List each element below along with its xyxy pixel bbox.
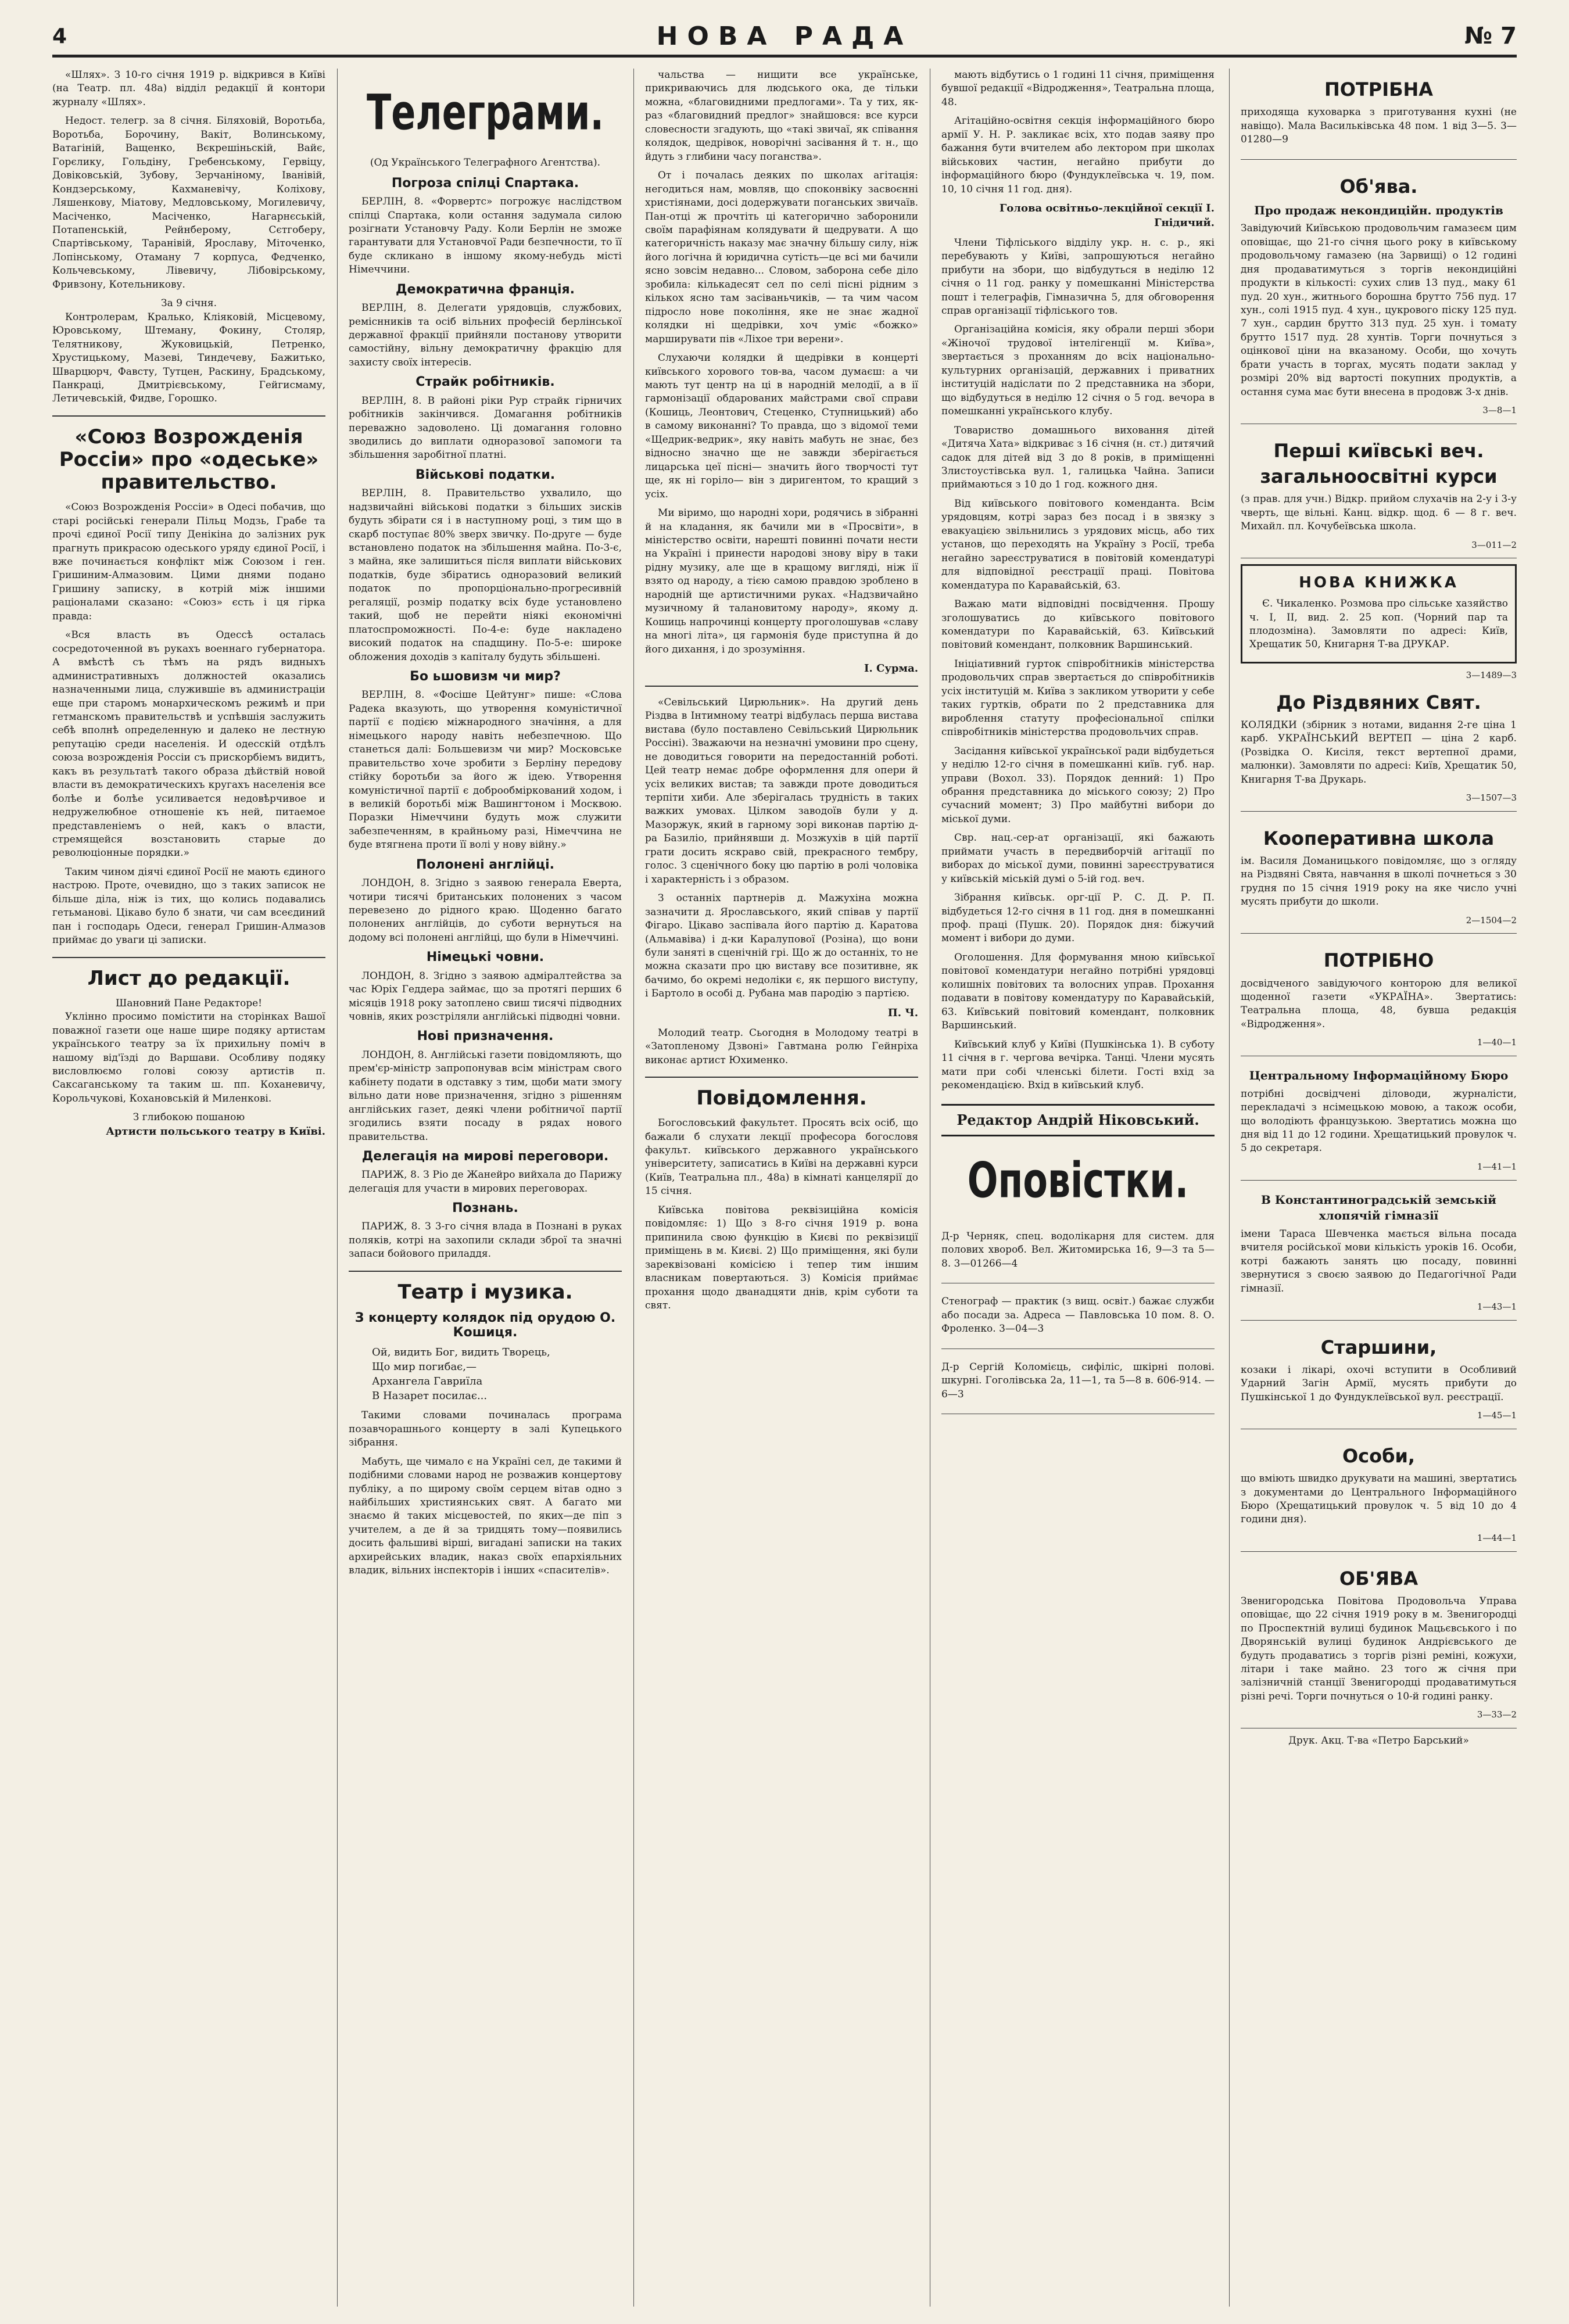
- article-paragraph: Такими словами починалась програма позавчорашнього концерту в залі Купецького зібрання.: [349, 1410, 622, 1449]
- ad-text: КОЛЯДКИ (збірник з нотами, видання 2-ге ціна 1 карб. УКРАЇНСЬКИЙ ВЕРТЕП — ціна 2 карб. (Розвідка О. Кисіля, текст вертепної драми, малюнки). Замовляти по адресі: Київ, Хрещатик 50, Книгарня Т-ва Друкарь.: [1241, 719, 1517, 786]
- article-paragraph: чальства — нищити все українське, прикриваючись для людського ока, де тільки можна, «благовидними предлогами». Та у тих, як-раз «благовидний предлог» знайшовся: все курси словесности згадують, що «такі звичаї, як співання колядок, щедрівок, новорічні засівання й т. н., що йдуть з глибини часу поганства».: [645, 69, 918, 163]
- ad-heading: В Константиноградській земській хлопячій гімназії: [1260, 1192, 1497, 1223]
- article-signature: І. Сурма.: [864, 662, 918, 675]
- column-2: [349, 69, 622, 2307]
- ad-text: Звенигородська Повітова Продовольча Управа оповіщає, що 22 січня 1919 року в м. Звенигородці по Проспектній вулиці будинок Мацьєвського і по Дворянській вулиці будинок Андрієвського де будуть продаватись з торгів різні реміні, кожухи, літари і таке майно. 23 того ж січня при залізничній станції Звенигородці продаватимуться різні речі. Торги почнуться о 10-й годині ранку.: [1241, 1595, 1517, 1702]
- divider: [52, 415, 325, 417]
- column-separator: [633, 69, 634, 2307]
- telegram-heading: Полонені англійці.: [415, 857, 555, 872]
- notice-shliakh: «Шлях». З 10-го січня 1919 р. відкрився в Київі (на Театр. пл. 48а) відділ редакції й контори журналу «Шлях».: [52, 69, 325, 108]
- announcement: Зібрання київськ. орг-ції Р. С. Д. Р. П. відбудеться 12-го січня в 11 год. дня в помешканні проф. праці (Пушк. 20). Порядок дня: біжучий момент і вибори до думи.: [941, 892, 1215, 945]
- letter-heading: Лист до редакції.: [87, 966, 291, 990]
- issue-number: № 7: [1464, 23, 1517, 49]
- announcement: Київська повітова реквізиційна комісія повідомляє: 1) Що з 8-го січня 1919 р. вона припинила свою функцію в Києві по реквізиції приміщень в м. Києві. 2) Що приміщення, які були зареквізовані комісією і тепер тим іншим власникам повертаються. 3) Комісія приймає прохання щодо дванадцяти днів, крім суботи та свят.: [645, 1204, 918, 1311]
- letter-body: Уклінно просимо помістити на сторінках Вашої поважної газети оце наше щире подяку артистам українського театру за їх прихильну поміч в нашому від'їзді до Варшави. Особливу подяку висловлюємо голові союзу артистів п. Саксаганському та таким ш. пп. Коханевичу, Корольчукові, Кохановській й Миленкові.: [52, 1011, 325, 1104]
- telegram-text: ВЕРЛІН, 8. В районі ріки Рур страйк гірничих робітників закінчився. Домагання робітників переважно задоволено. Ці домагання головно зводились до виплати одноразової запомоги та збільшення заробітної платні.: [349, 394, 622, 461]
- announcement: Ініціативний гурток співробітників міністерства продовольчих справ звертається до співробітників усіх інституцій м. Київа з закликом утворити у себе таких гуртків, обрати по 2 представника для вироблення статуту професіональної спілки співробітників міністерства продовольчих справ.: [941, 658, 1215, 738]
- ad-heading: До Різдвяних Свят.: [1276, 691, 1481, 713]
- column-5: [1241, 69, 1517, 2307]
- editor-line: Редактор Андрій Ніковський.: [941, 1104, 1215, 1136]
- telegram-heading: Військові податки.: [415, 467, 556, 482]
- ad-heading: Перші київські веч. загальноосвітні курси: [1260, 439, 1498, 487]
- ad-code: 1—41—1: [1477, 1161, 1517, 1172]
- ad-code: 1—44—1: [1477, 1532, 1517, 1543]
- ad-manager-wanted: [1241, 939, 1517, 1056]
- notice-telegrams-9-head: За 9 січня.: [160, 297, 217, 310]
- telegram-text: ЛОНДОН, 8. Англійські газети повідомляють, що прем'єр-міністр запропонував всім міністрам свого кабінету подати в одставку з тим, щоби мати змогу вільно дати нове призначення, згідно з рішенням англійських газет, деякі члени робітничої партії згодились взяти посаду в рядах нового правительства.: [349, 1049, 622, 1143]
- notice-telegrams-8: Недост. телегр. за 8 січня. Біляховій, Воротьба, Воротьба, Борочину, Вакіт, Волинському, Ватагіній, Ващенко, Вєкрешіньскій, Вайє, Горєлику, Гольдіну, Гребенському, Гервіцу, Довіковській, Зубову, Зерчаніному, Іванівій, Кондзерському, Кахманевічу, Коліхову, Ляшенкову, Міатову, Медловському, Могилевичу, Масіченко, Масіченко, Нагарнєській, Потапенській, Рейнберому, Сєтгоберу, Спартівському, Таранівій, Ярославу, Міточенко, Лопінському, Отаману 7 корпуса, Федченко, Кольчевському, Лівевичу, Лібовірському, Фривзону, Котельникову.: [52, 115, 325, 290]
- article-paragraph: З останніх партнерів д. Мажухіна можна зазначити д. Ярославського, який співав у партії Фігаро. Цікаво заспівала його партію д. Каратова (Альмавіва) і д-ки Каралупової (Розіна), що вони були заняті в сценічній грі. Що ж до останніх, то не можна сказати про цю виставу все позитивне, як бачимо, бо окремі недоліки є, як першого виступу, і Бартоло в особі д. Рубана мав пародію з партією.: [645, 892, 918, 1000]
- announcement: Організаційна комісія, яку обрали перші збори «Жіночої трудової інтелігенції м. Київа», звертається з проханням до всіх національно-культурних організацій, державних і приватних інституцій надіслати по 2 представника на збори, що відбудуться в неділю 12 січня о 5 год. вечора в помешканні українського клубу.: [941, 324, 1215, 418]
- telegram-text: ЛОНДОН, 8. Згідно з заявою генерала Еверта, чотири тисячі британських полонених з часом перевезено до рідного краю. Щоденно багато полонених англійців, до суботи вернуться на додому всі полонені англійці, що були в Німеччині.: [349, 877, 622, 944]
- divider: [349, 1271, 622, 1272]
- announcement: Важаю мати відповідні посвідчення. Прошу зголошуватись до київського повітового комендатури по Каравайській, 63. Київський повітовий комендант, полковник Варшинський.: [941, 598, 1215, 651]
- letter-greeting: Шановний Пане Редакторе!: [116, 997, 262, 1009]
- ad-info-bureau: [1241, 1062, 1517, 1181]
- verse-line: Що мир погибає,—: [372, 1360, 477, 1373]
- ad-subheading: Про продаж некондиційн. продуктів: [1254, 203, 1503, 217]
- ad-heading: Особи,: [1342, 1444, 1416, 1467]
- ad-code: 3—1507—3: [1466, 792, 1517, 803]
- announcements-heading: Повідомлення.: [696, 1086, 867, 1110]
- divider: [645, 686, 918, 687]
- ad-text: (з прав. для учн.) Відкр. прийом слухачів на 2-у і 3-у чверть, ще вільні. Канц. відкр. щод. 6 — 8 г. веч. Михайл. пл. Кочубеївська школа.: [1241, 493, 1517, 533]
- ad-code: 1—43—1: [1477, 1301, 1517, 1312]
- ad-doctor: [941, 1224, 1215, 1283]
- article-paragraph: Таким чином діячі єдиної Росії не мають єдиного настрою. Проте, очевидно, що з таких записок не більше діла, ніж із тих, що колись подавались гетьманові. Цікаво було б знати, чи сам всеєдиний пан і господарь Одеси, генерал Гришин-Алмазов приймає до уваги ці записки.: [52, 866, 325, 946]
- page-number: 4: [52, 24, 67, 48]
- ad-code: 1—45—1: [1477, 1410, 1517, 1421]
- letter-signature: Артисти польського театру в Київі.: [106, 1125, 325, 1138]
- ad-code: 3—8—1: [1482, 405, 1517, 416]
- column-separator: [1229, 69, 1230, 2307]
- column-1: [52, 69, 325, 2307]
- ad-gymnasium: [1241, 1186, 1517, 1321]
- article-heading-soyuz: «Союз Возрожденія Россіи» про «одеське» правительство.: [59, 425, 319, 494]
- column-separator: [337, 69, 338, 2307]
- telegram-text: ВЕРЛІН, 8. Делегати урядовців, службових, реміснників та осіб вільних професій берлінської державної фракції прийняли постанову утворити самостійну, вільну демократичну фракцію для захисту своїх інтересів.: [349, 302, 622, 368]
- ad-officers: [1241, 1326, 1517, 1429]
- ad-text: приходяща куховарка з приготування кухні (не навіщо). Мала Васильківська 48 пом. 1 від 3—5. 3—01280—9: [1241, 106, 1517, 146]
- verse-line: В Назарет посилає...: [372, 1390, 488, 1403]
- ad-heading: НОВА КНИЖКА: [1299, 574, 1459, 592]
- announcement: Свр. нац.-сер-ат організації, які бажають приймати участь в передвиборчій агітації по виборах до міської думи, повинні зареєструватися у київській міській думі о 5-ій год. веч.: [941, 832, 1215, 885]
- divider: [645, 1077, 918, 1078]
- article-paragraph: «Вся власть въ Одессѣ осталась сосредоточенной въ рукахъ военнаго губернатора. А вмѣстѣ съ тѣмъ на рядъ видныхъ административныхъ должностей оказались назначенными лица, служившіе въ администраціи еще при старомъ монархическомъ режимѣ и при гетманскомъ правительствѣ и успѣвшія заслужить себѣ вполнѣ определенную и далеко не лестную репутацію среди населенія. И одесскій отдѣлъ союза возрожденія Россіи съ прискорбіемъ видитъ, какъ въ результатѣ такого образа дѣйствій новой власти въ демократическихъ кругахъ населенія все болѣе и болѣе усиливается недовѣрчивое и недружелюбное отношеніе къ ней, питаемое представленіемъ о ней, какъ о власти, стремящейся возстановить старые до революціонные порядки.»: [52, 629, 325, 859]
- ad-heading: ПОТРІБНА: [1324, 78, 1434, 101]
- ad-code: 3—33—2: [1477, 1709, 1517, 1720]
- ad-text: Д-р Сергій Коломієць, сифіліс, шкірні полові. шкурні. Гоголівська 2а, 11—1, та 5—8 в. 606-914. — 6—3: [941, 1361, 1215, 1400]
- telegram-text: ЛОНДОН, 8. Згідно з заявою адміралтейства за час Юріх Геддера займає, що за протягі перших 6 місяців 1918 року затоплено свиш тисячі підводних човнів, яких розстріляли англійські підводні човни.: [349, 970, 622, 1023]
- announcement: Від київського повітового коменданта. Всім урядовцям, котрі зараз без посад і в звязку з евакуацією звільнились з урядових місць, або тих установ, що переходять на Україну з Росії, треба негайно зареєструватися в повітовій комендатурі для відповідної реєстрації праці. Повітова комендатура по Каравайській, 63.: [941, 497, 1215, 591]
- announcement: Члени Тіфліського відділу укр. н. с. р., які перебувають у Київі, запрошуються негайно прибути на збори, що відбудуться в неділю 12 січня о 11 год. ранку у помешканні Міністерства пошт і телеграфів, Гімназична 5, для обговорення справ організації тіфліського тов.: [941, 236, 1215, 317]
- announcement: Товариство домашнього виховання дітей «Дитяча Хата» відкриває з 16 січня (н. ст.) дитячий садок для дітей від 3 до 8 років, в приміщенні Злистоустівська вул. 1, галицька Чайна. Записи приймаються з 10 до 1 год. кожного дня.: [941, 424, 1215, 491]
- ad-text: імени Тараса Шевченка мається вільна посада вчителя російської мови кількість уроків 16. Особи, котрі бажають занять цю посаду, повинні звернутися з своєю заявою до Педагогічної Ради гімназії.: [1241, 1228, 1517, 1294]
- notice-telegrams-9: Контролерам, Кралько, Кліяковій, Місцевому, Юровському, Штеману, Фокину, Столяр, Телятникову, Жуковицькій, Петренко, Хрустицькому, Мазеві, Тиндечеву, Бажитько, Шварцюрч, Фавсту, Тутцен, Раскину, Брадському, Панкраці, Дмитрієвському, Гейгисмаму, Летичевській, Фидве, Горошко.: [52, 311, 325, 405]
- ad-doctor-kolomiets: [941, 1355, 1215, 1414]
- telegram-heading: Страйк робітників.: [415, 375, 555, 390]
- ad-heading: Старшини,: [1320, 1336, 1437, 1358]
- ad-heading: Об'ява.: [1339, 175, 1418, 198]
- ad-stenographer: [941, 1289, 1215, 1349]
- ad-sale-products: [1241, 166, 1517, 424]
- telegram-text: ВЕРЛІН, 8. «Фосіше Цейтунг» пише: «Слова Радека вказують, що утворення комуністичної партії є подією міжнародного значіння, а для німецького народу навіть небезпечною. Що станеться далі: Большевизм чи мир? Московське правительство хоче зробити з Берліну передову стійку боротьби за його ж ідею. Утворення комуністичної партії є доброобміркований ходом, і в великій боротьбі між Вашингтоном і Москвою. Поразки Німеччини будуть мож служити забезпеченням, в крайньому разі, Німеччина не буде втягнена проти її волі у нову війну.»: [349, 689, 622, 851]
- announcement: Агітаційно-освітня секція інформаційного бюро армії У. Н. Р. закликає всіх, хто подав заяву про бажання бути вчителем або лектором при школах військових частин, негайно прибути до інформаційного бюро (Фундуклеївська ч. 19, пом. 10, 10 січня 11 год. дня).: [941, 115, 1215, 195]
- telegram-text: ВЕРЛІН, 8. Правительство ухвалило, що надзвичайні військові податки з більших зисків будуть збірати ся і в наступному році, з тим що в скарб поступає 80% зверх звичку. По-друге — буде встановлено податок на збільшення майна. По-3-є, з майна, яке залишиться після виплати військових податків, буде збіратись одноразовий великий податок по пропорціонально-прогресивній регаляції, розмір податку всіх буде установлено такий, щоб не перейти ніякі економічні платоспроможності. По-4-е: буде накладено високий податок на спадщину. По-5-е: широке обложения доходів з капіталу будуть збільшені.: [349, 487, 622, 663]
- telegram-heading: Німецькі човни.: [426, 950, 545, 965]
- ad-heading: Кооперативна школа: [1263, 827, 1495, 849]
- ad-text: потрібні досвідчені діловоди, журналісти, перекладачі з нсімецькою мовою, а також особи, що володіють французькою. Звертатись можна що дня від 11 до 12 години. Хрещатицький провулок ч. 5 до секретаря.: [1241, 1088, 1517, 1154]
- article-paragraph: Мабуть, ще чимало є на Україні сел, де такими й подібними словами народ не розважив концертову публіку, а по щирому своїм серцем вітав одно з найбільших християнських свят. А багато ми знаємо й таких місцевостей, по яких—де піп з учителем, а де й за тридцять тому—появились досить фальшиві вірші, вигадані записки на таких архирейських владик, наказ своїх епархіяльних владик, вільних інспекторів і інших «спасителів».: [349, 1455, 622, 1577]
- ad-new-book: [1241, 564, 1517, 664]
- carol-verse: [372, 1345, 622, 1404]
- telegram-heading: Делегація на мирові переговори.: [361, 1149, 609, 1164]
- concert-subheading: З концерту колядок під орудою О. Кошиця.: [354, 1310, 616, 1340]
- ad-text: Д-р Черняк, спец. водолікарня для систем. для полових хвороб. Вел. Житомирська 16, 9—3 та 5—8. 3—01266—4: [941, 1230, 1215, 1269]
- article-paragraph: «Севільський Цирюльник». На другий день Різдва в Інтимному театрі відбулась перша вистава вистава (було поставлено Севільський Цирюльник Россіні). Зважаючи на незначні умовини про сцену, не доводиться говорити на передостанній роботі. Цей театр немає добре оформлення для опери й усіх великих вистав; та завжди проте доводиться терпіти хиби. Але зберігалась трудність в таких важких умовах. Цілком заводоїв були у д. Мазоржук, який в гарному зорі виконав партію д-ра Базиліо, прийнявши д. Мозжухів в цій партії грати досить яскраво свій, прекрасного тембру, голос. З сценічного боку цю партію в ролі чоловіка і характерність і з образом.: [645, 696, 918, 885]
- telegrams-source: (Од Українського Телеграфного Агентства).: [370, 157, 601, 169]
- ad-auction: [1241, 1558, 1517, 1728]
- article-paragraph: От і почалась деяких по школах агітація: негодиться нам, мовляв, що споконвіку засвоєнні христіянами, досі додержувати поганських звичаїв. Пан-отці ж прочтіть ці категорично заборонили своїм парафіянам колядувати й щедрувати. А що категоричність наказу має значну більшу силу, ніж його логічна й юридична сутість—це всі ми бачили ясно зовсім недавно... Словом, заборона себе діло зробила: кількадесят сел по селі пісні рідним з кількох ясно там засіваньчиків, — та чим часом підросло нове покоління, яке не знає жадної колядки ні щедрівки, хоч уміє «божко» марширувати пів «Ліхое три верени».: [645, 170, 918, 345]
- article-signature: П. Ч.: [887, 1006, 918, 1019]
- ad-courses: [1241, 430, 1517, 558]
- telegram-heading: Демократична франція.: [395, 282, 575, 297]
- telegram-heading: Нові призначення.: [417, 1029, 554, 1044]
- telegrams-heading: Телеграми.: [366, 84, 604, 141]
- letter-closing: З глибокою пошаною: [132, 1111, 245, 1124]
- column-4: [941, 69, 1215, 2307]
- ad-code: 3—1489—3: [1466, 669, 1517, 680]
- ad-heading: ПОТРІБНО: [1323, 949, 1434, 972]
- ad-text: досвідченого завідуючого конторою для великої щоденної газети «УКРАЇНА». Звертатись: Театральна площа, 48, бувша редакція «Відродження».: [1241, 977, 1517, 1030]
- verse-line: Ой, видить Бог, видить Творець,: [372, 1346, 550, 1358]
- telegram-heading: Бо ьшовизм чи мир?: [410, 669, 561, 684]
- ad-text: козаки і лікарі, охочі вступити в Особливий Ударний Загін Армії, мусять прибути до Пушкінської 1 до Фундуклеївської вул. реєстрації.: [1241, 1364, 1517, 1403]
- ad-code: 3—011—2: [1471, 539, 1517, 550]
- column-3: [645, 69, 918, 2307]
- telegram-heading: Погроза спілці Спартака.: [391, 175, 579, 191]
- ad-text: ім. Василя Доманицького повідомляє, що з огляду на Різдвяні Свята, навчання в школі почнеться з 30 грудня по 15 січня 1919 року на яке число учні мусять прибути до школи.: [1241, 855, 1517, 908]
- ad-code: 2—1504—2: [1466, 914, 1517, 926]
- announcement: Оголошення. Для формування мною київської повітової комендатури негайно потрібні урядовці колишніх повітових та волосних управ. Прохання подавати в повітову комендатуру по Каравайській, 63. Київський повітовий комендант, полковник Варшинський.: [941, 951, 1215, 1032]
- ad-text: Стенограф — практик (з вищ. освіт.) бажає служби або посади за. Адреса — Павловська 10 пом. 8. О. Фроленко. 3—04—3: [941, 1296, 1215, 1335]
- announcement: мають відбутись о 1 годині 11 січня, приміщення бувшої редакції «Відродження», Театральна площа, 48.: [941, 69, 1215, 108]
- ad-cook-wanted: [1241, 69, 1517, 160]
- divider: [52, 957, 325, 958]
- ad-text: що вміють швидко друкувати на машині, звертатись з документами до Центрального Інформаційного Бюро (Хрещатицький провулок ч. 5 від 10 до 4 години дня).: [1241, 1473, 1517, 1526]
- verse-line: Архангела Гавриїла: [372, 1375, 483, 1387]
- ad-typists: [1241, 1435, 1517, 1552]
- telegram-text: ПАРИЖ, 8. З 3-го січня влада в Познані в руках поляків, котрі на захопили склади зброї та значні запаси бойового приладдя.: [349, 1221, 622, 1260]
- article-paragraph: Молодий театр. Сьогодня в Молодому театрі в «Затопленому Дзвоні» Гавтмана ролю Гейнріха виконає артист Юхименко.: [645, 1027, 918, 1066]
- theatre-music-heading: Театр і музика.: [397, 1280, 573, 1304]
- masthead: [52, 17, 1517, 58]
- article-paragraph: Слухаючи колядки й щедрівки в концерті київського хорового тов-ва, часом думаєш: а чи мають тут центр на ці в народній мелодії, а в ії гармонізації обдарованих майстрами свої справи (Кошиць, Леонтович, Стеценко, Ступницький) або в самому виконанні? То правда, що з відомої теми «Щедрик-ведрик», яку навіть мабуть не знає, без відносно значно ще не завжди зберігається лицарська цеї пісні— значить його творчості тут ще, як ні горіло— він з диригентом, то кращий з усіх.: [645, 352, 918, 500]
- ad-text: Завідуючий Київською продовольчим гамазеєм цим оповіщає, що 21-го січня цього року в київському продовольчому гамазею (на Зарвищі) о 12 годині дня продаватимуться з торгів некондиційні продукти в кількості: сухих слив 13 пуд., маку 61 пуд. 20 хун., житнього борошна брутто 756 пуд. 17 хун., солі 1915 пуд. 4 хун., цукрового піску 125 пуд. 7 хун., сардин брутто 313 пуд. 25 хун. і томату брутто 1517 пуд. 28 хунтів. Торги почнуться з оцінкової ціни на вказаному. Особи, що хочуть брати участь в торгах, мусять подати заклад у розмірі 20% від вартості покупних продуктів, а остання сума має бути внесена в продовж 3-х днів.: [1241, 223, 1517, 398]
- newspaper-title: НОВА РАДА: [656, 21, 913, 51]
- ad-coop-school: [1241, 817, 1517, 934]
- telegram-heading: Познань.: [452, 1201, 518, 1216]
- ad-heading: ОБ'ЯВА: [1339, 1567, 1418, 1590]
- announcement: Київський клуб у Київі (Пушкінська 1). В суботу 11 січня в г. чергова вечірка. Танці. Члени мусять мати при собі членські білети. Гості вхід за рекомендацією. Вхід в київський клуб.: [941, 1038, 1215, 1092]
- printer-footer: Друк. Акц. Т-ва «Петро Барський»: [1288, 1735, 1469, 1747]
- ad-christmas: [1241, 682, 1517, 812]
- article-paragraph: «Союз Возрожденія Россіи» в Одесі побачив, що старі російські генерали Пільц Модзь, Грабе та прочі єдиної Росії типу Денікіна до залізних рук прагнуть прикрасою одеського уряду єдиної Росії, і вже починається конфлікт між Союзом і ген. Гришиним-Алмазовим. Цими днями подано Гришину записку, в котрій між іншими раціоналами сказано: «Союз» єсть і ця гірка правда:: [52, 501, 325, 622]
- ad-heading: Центральному Інформаційному Бюро: [1249, 1068, 1509, 1082]
- newspaper-page: [52, 17, 1517, 2307]
- announcement-signature: Голова освітньо-лекційної секції І. Гнідичий.: [999, 202, 1215, 229]
- telegram-text: ПАРИЖ, 8. З Ріо де Жанейро вийхала до Парижу делегація для участи в мирових переговорах.: [349, 1169, 622, 1195]
- announcement: Засідання київської української ради відбудеться у неділю 12-го січня в помешканні київ. губ. нар. управи (Вохол. 33). Порядок денний: 1) Про обрання представника до міського союзу; 2) Про сучасний момент; 3) Про майбутні вибори до міської думи.: [941, 745, 1215, 825]
- ad-code: 1—40—1: [1477, 1037, 1517, 1048]
- announcement: Богословський факультет. Просять всіх осіб, що бажали б слухати лекції професора богословя факульт. київського державного українського університету, записатись в Київі на державні курси (Київ, Театральна пл., 48а) в кімнаті канцелярії до 15 січня.: [645, 1117, 918, 1197]
- ad-text: Є. Чикаленко. Розмова про сільське хазяйство ч. І, II, вид. 2. 25 коп. (Чорний пар та плодозміна). Замовляти по адресі: Київ, Хрещатик 50, Книгарня Т-ва ДРУКАР.: [1249, 598, 1508, 651]
- advertisements-heading: Оповістки.: [967, 1151, 1189, 1209]
- telegram-text: БЕРЛІН, 8. «Форвертс» погрожує наслідством спілці Спартака, коли остання задумала силою розігнати Установчу Раду. Коли Берлін не зможе гарантувати для Установчої Ради безпечности, то її буде скликано в іншому якому-небудь місті Німеччини.: [349, 196, 622, 276]
- article-paragraph: Ми віримо, що народні хори, родячись в зібранні й на кладання, як бачили ми в «Просвіти», в міністерство освіти, нарешті повинні почати нести на Україні і принести народові знову віру в таки рідну музику, але ще в кращому вигляді, ніж ії взято од народу, а тією самою правдою зроблено в народній ще артистичними руках. «Надзвичайно музичному й талановитому народу», якому д. Кошиць напрочинці концерту проголошував «славу на многі літа», ця гармонія буде приступна й до його дихання, і до зрозуміння.: [645, 507, 918, 655]
